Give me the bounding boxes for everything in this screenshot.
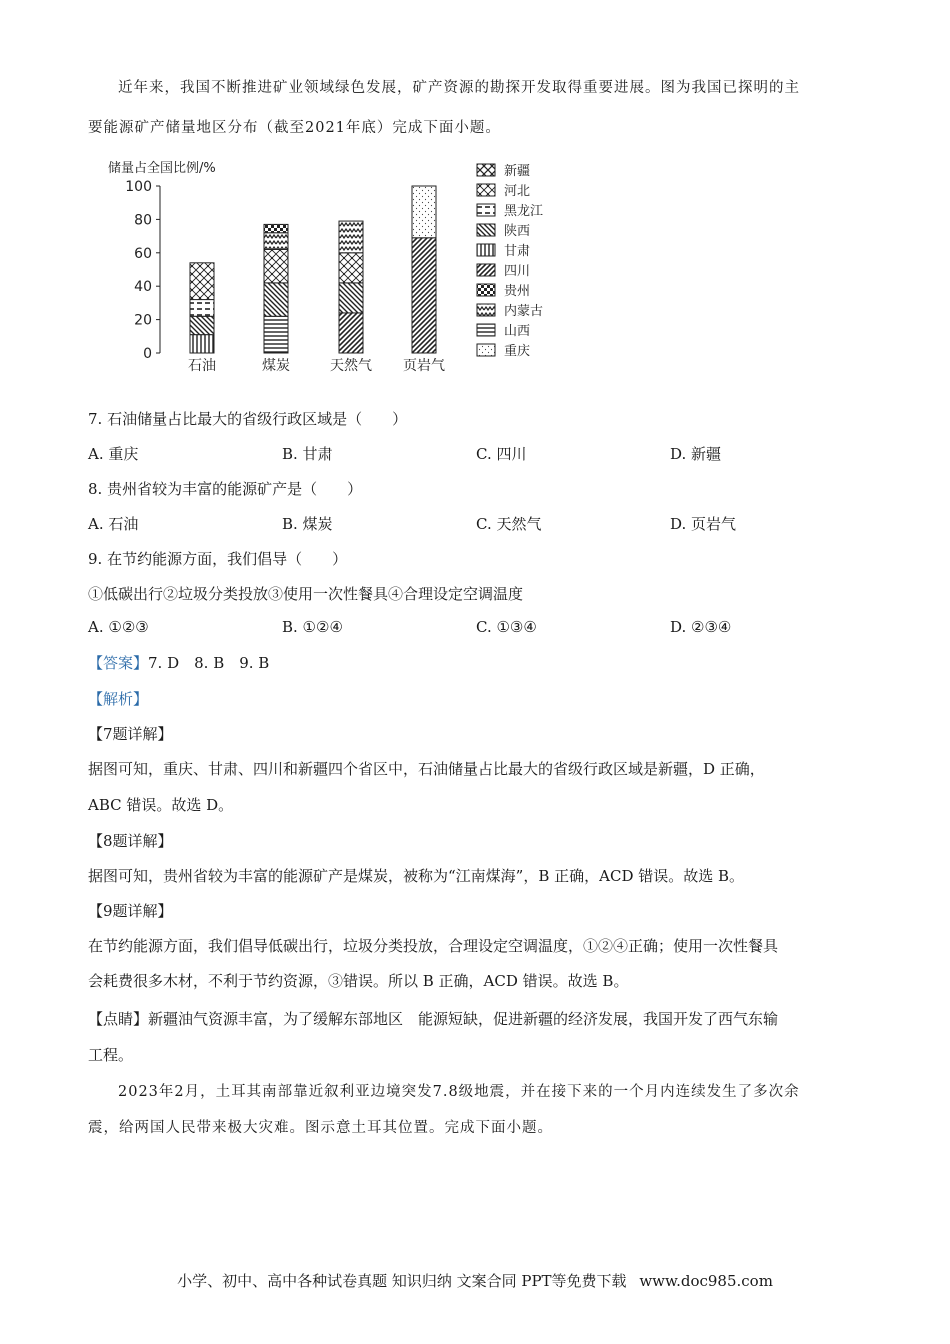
bar-segment-重庆 xyxy=(412,186,436,238)
bar-segment-内蒙古 xyxy=(264,233,288,250)
q8-option-c: C. 天然气 xyxy=(476,515,542,533)
legend-swatch xyxy=(477,184,495,196)
x-tick-label: 煤炭 xyxy=(262,358,290,374)
y-tick-label: 20 xyxy=(134,312,152,329)
legend-swatch xyxy=(477,284,495,296)
q8-option-b: B. 煤炭 xyxy=(282,515,333,533)
footer-text: 小学、初中、高中各种试卷真题 知识归纳 文案合同 PPT等免费下载 xyxy=(177,1272,627,1290)
tip-label: 【点睛】 xyxy=(88,1010,149,1028)
energy-reserve-chart xyxy=(100,150,570,380)
legend-swatch xyxy=(477,224,495,236)
legend-label: 陕西 xyxy=(504,224,531,239)
legend-swatch xyxy=(477,324,495,336)
bar-segment-甘肃 xyxy=(190,335,214,353)
legend-label: 内蒙古 xyxy=(504,304,544,319)
q7-option-b: B. 甘肃 xyxy=(282,445,333,463)
detail9-line-1: 在节约能源方面，我们倡导低碳出行，垃圾分类投放，合理设定空调温度，①②④正确；使用一次性餐具 xyxy=(88,937,779,955)
bar-segment-贵州 xyxy=(264,224,288,232)
legend-label: 黑龙江 xyxy=(504,204,544,219)
intro2-line-2: 震，给两国人民带来极大灾难。图示意土耳其位置。完成下面小题。 xyxy=(88,1120,553,1136)
intro-line-1: 近年来，我国不断推进矿业领域绿色发展，矿产资源的勘探开发取得重要进展。图为我国已探明的主 xyxy=(118,80,800,96)
y-tick-label: 0 xyxy=(143,346,152,362)
x-tick-label: 石油 xyxy=(188,358,216,374)
legend-label: 甘肃 xyxy=(504,244,531,259)
q9-option-b: B. ①②④ xyxy=(282,618,343,636)
y-tick-label: 60 xyxy=(134,245,152,262)
answer-text: 7. D 8. B 9. B xyxy=(148,654,270,672)
legend-swatch xyxy=(477,304,495,316)
bar-segment-河北 xyxy=(339,253,363,283)
x-tick-label: 天然气 xyxy=(330,358,372,374)
legend-label: 重庆 xyxy=(504,344,531,359)
legend-label: 山西 xyxy=(504,324,531,339)
bar-segment-山西 xyxy=(264,316,288,353)
tip-line-2: 工程。 xyxy=(88,1046,134,1064)
footer xyxy=(0,1270,950,1291)
x-tick-label: 页岩气 xyxy=(403,358,445,374)
legend-swatch xyxy=(477,164,495,176)
legend-swatch xyxy=(477,344,495,356)
legend-label: 新疆 xyxy=(504,164,531,179)
legend-swatch xyxy=(477,244,495,256)
detail8-line-1: 据图可知，贵州省较为丰富的能源矿产是煤炭，被称为“江南煤海”，B 正确，ACD 错误。故选 B。 xyxy=(88,867,745,885)
bar-segment-黑龙江 xyxy=(190,300,214,317)
detail7-label: 【7题详解】 xyxy=(88,725,173,743)
q7-option-a: A. 重庆 xyxy=(88,445,139,463)
intro-line-2: 要能源矿产储量地区分布（截至2021年底）完成下面小题。 xyxy=(88,120,501,136)
detail9-label: 【9题详解】 xyxy=(88,902,173,920)
detail7-line-2: ABC 错误。故选 D。 xyxy=(88,796,234,814)
footer-url[interactable]: www.doc985.com xyxy=(639,1272,773,1290)
y-tick-label: 40 xyxy=(134,279,152,296)
bar-segment-河北 xyxy=(264,249,288,282)
q9-option-d: D. ②③④ xyxy=(670,618,732,636)
q9-stem: 9. 在节约能源方面，我们倡导（ ） xyxy=(88,550,348,568)
bar-segment-陕西 xyxy=(264,283,288,316)
bar-segment-陕西 xyxy=(190,316,214,334)
tip-text: 新疆油气资源丰富，为了缓解东部地区 能源短缺，促进新疆的经济发展，我国开发了西气东输 xyxy=(148,1010,779,1028)
detail8-label: 【8题详解】 xyxy=(88,832,173,850)
q9-option-c: C. ①③④ xyxy=(476,618,537,636)
q9-option-a: A. ①②③ xyxy=(88,618,149,636)
bar-segment-内蒙古 xyxy=(339,221,363,253)
bar-segment-四川 xyxy=(412,238,436,353)
chart-ylabel: 储量占全国比例/% xyxy=(108,161,216,176)
legend-swatch xyxy=(477,204,495,216)
bar-segment-四川 xyxy=(339,313,363,353)
answer-label: 【答案】 xyxy=(88,654,149,672)
tip-line-1 xyxy=(88,1008,868,1029)
q7-option-c: C. 四川 xyxy=(476,445,527,463)
y-tick-label: 80 xyxy=(134,212,152,229)
answer-line xyxy=(88,652,868,673)
legend-swatch xyxy=(477,264,495,276)
analysis-label: 【解析】 xyxy=(88,690,149,708)
legend-label: 贵州 xyxy=(504,284,531,299)
legend-label: 四川 xyxy=(504,264,531,279)
q8-option-a: A. 石油 xyxy=(88,515,139,533)
intro2-line-1: 2023年2月，土耳其南部靠近叙利亚边境突发7.8级地震，并在接下来的一个月内连续发生了多次余 xyxy=(118,1084,800,1100)
bar-segment-陕西 xyxy=(339,283,363,313)
bar-segment-河北 xyxy=(190,263,214,300)
q9-items: ①低碳出行②垃圾分类投放③使用一次性餐具④合理设定空调温度 xyxy=(88,585,524,603)
y-tick-label: 100 xyxy=(125,179,152,195)
legend-label: 河北 xyxy=(504,184,531,199)
detail9-line-2: 会耗费很多木材，不利于节约资源，③错误。所以 B 正确，ACD 错误。故选 B。 xyxy=(88,972,629,990)
q7-option-d: D. 新疆 xyxy=(670,445,722,463)
q7-stem: 7. 石油储量占比最大的省级行政区域是（ ） xyxy=(88,410,408,428)
detail7-line-1: 据图可知，重庆、甘肃、四川和新疆四个省区中，石油储量占比最大的省级行政区域是新疆，D 正确， xyxy=(88,760,765,778)
q8-option-d: D. 页岩气 xyxy=(670,515,737,533)
q8-stem: 8. 贵州省较为丰富的能源矿产是（ ） xyxy=(88,480,363,498)
